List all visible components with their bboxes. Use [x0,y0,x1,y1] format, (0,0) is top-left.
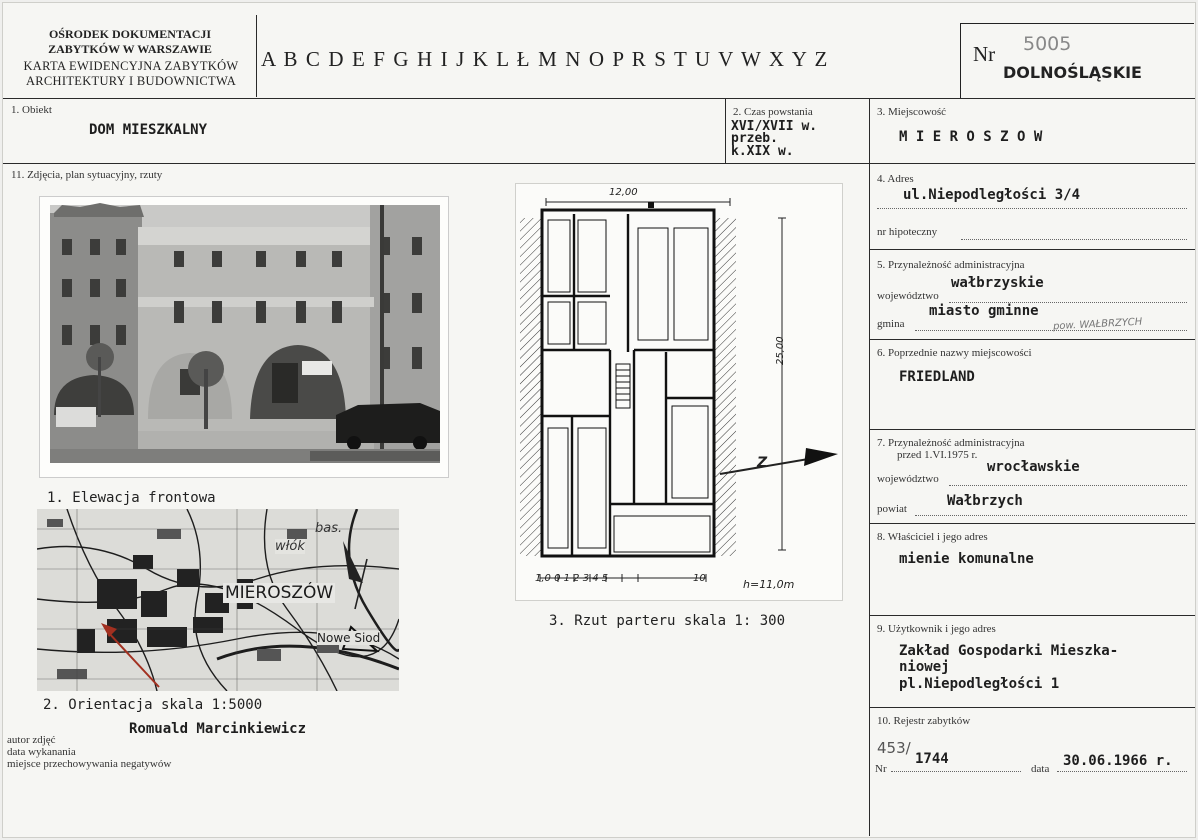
right-rule-after-9 [869,707,1195,708]
nr-handwritten: 5005 [1023,33,1072,55]
gmina-label: gmina [877,318,905,330]
zdjecia-label: 11. Zdjęcia, plan sytuacyjny, rzuty [11,169,163,181]
row1-divider-b [869,98,870,836]
woj-label: województwo [877,290,939,302]
plan-dim-width: 12,00 [609,187,638,198]
rejestr-data-value: 30.06.1966 r. [1063,753,1173,769]
plan-dim-length: 25,00 [775,336,786,365]
hipoteczny-label: nr hipoteczny [877,226,938,238]
right-rule-after-5 [869,339,1195,340]
header-bottom-rule [3,98,1195,99]
obiekt-value: DOM MIESZKALNY [89,122,208,138]
hipoteczny-dotline [961,239,1187,240]
gmina-handwritten-note: pow. WAŁBRZYCH [1052,316,1143,333]
uzytkownik-line-1: Zakład Gospodarki Mieszka- [899,643,1119,659]
building-photo-svg [40,197,448,477]
uzytkownik-line-2: niowej [899,659,950,675]
rejestr-label: 10. Rejestr zabytków [877,715,971,727]
nr-label: Nr [973,42,996,66]
orientation-map [37,509,399,691]
rejestr-nr-dotline [891,771,1021,772]
right-rule-after-7 [869,523,1195,524]
plan-height-note: h=11,0m [743,578,795,591]
rejestr-data-label: data [1031,763,1050,775]
uzytkownik-line-3: pl.Niepodległości 1 [899,676,1060,692]
map-label-bas: bas. [315,521,343,536]
czas-value-line-1: XVI/XVII w. [731,119,818,134]
rejestr-nr-handwritten: 453/ [877,739,911,757]
institution-name [15,27,245,57]
elevation-caption: 1. Elewacja frontowa [47,490,216,506]
obiekt-label: 1. Obiekt [11,104,52,116]
poprzednie-label: 6. Poprzednie nazwy miejscowości [877,347,1032,359]
wlasciciel-label: 8. Właściciel i jego adres [877,531,988,543]
header-divider-left [256,15,257,97]
row1-divider-a [725,98,726,163]
gmina-value: miasto gminne [929,303,1039,319]
przed1975-woj-value: wrocławskie [987,459,1080,475]
woj-value: wałbrzyskie [951,275,1044,291]
powiat-dotline [915,515,1187,516]
map-label-nowe: Nowe Siod [317,631,381,645]
plan-scale-ticks: 1,0 0 1 2 3 4 5 [535,573,609,584]
floorplan-caption: 3. Rzut parteru skala 1: 300 [549,613,786,629]
registry-card [2,2,1196,838]
author-label: autor zdjęć [7,734,56,746]
powiat-label: powiat [877,503,907,515]
powiat-value: Wałbrzych [947,493,1023,509]
miejscowosc-label: 3. Miejscowość [877,106,947,118]
right-rule-after-3 [869,163,1195,164]
rejestr-nr-value: 1744 [915,751,949,767]
date-label: data wykanania [7,746,76,758]
przynaleznosc-label: 5. Przynależność administracyjna [877,259,1025,271]
plan-scale-end: 10 [693,573,706,584]
adres-dotline [877,208,1187,209]
poprzednie-value: FRIEDLAND [899,369,975,385]
right-rule-after-4 [869,249,1195,250]
adres-label: 4. Adres [877,173,914,185]
front-elevation-photo [39,196,449,478]
floor-plan-svg [516,184,842,600]
map-label-wlok: włók [275,539,305,554]
card-type-line-2: ARCHITEKTURY I BUDOWNICTWA [25,74,237,88]
rejestr-data-dotline [1057,771,1187,772]
institution-line-2: ZABYTKÓW W WARSZAWIE [48,42,212,56]
adres-value: ul.Niepodległości 3/4 [903,187,1081,203]
map-town-label: MIEROSZÓW [225,583,334,603]
przed1975-label-2: przed 1.VI.1975 r. [897,449,978,461]
floor-plan [515,183,843,601]
card-type-line-1: KARTA EWIDENCYJNA ZABYTKÓW [23,59,239,73]
rejestr-nr-label: Nr [875,763,887,775]
storage-label: miejsce przechowywania negatywów [7,758,172,770]
alphabet-index: A B C D E F G H I J K L Ł M N O P R S T U V W X Y Z [261,47,829,71]
photo-author-name: Romuald Marcinkiewicz [129,721,307,737]
czas-value-line-3: k.XIX w. [731,144,794,159]
right-rule-after-6 [869,429,1195,430]
institution-line-1: OŚRODEK DOKUMENTACJI [48,27,212,41]
orientation-caption: 2. Orientacja skala 1:5000 [43,697,263,713]
plan-north-label: Z [757,455,768,471]
map-svg [37,509,399,691]
card-type [11,59,251,89]
uzytkownik-label: 9. Użytkownik i jego adres [877,623,996,635]
przed1975-label: 7. Przynależność administracyjna [877,437,1025,449]
row1-bottom-rule [3,163,869,164]
miejscowosc-value: M I E R O S Z O W [899,129,1043,145]
przed1975-woj-dotline [949,485,1187,486]
gmina-dotline [915,330,1187,331]
right-rule-after-8 [869,615,1195,616]
region-name: DOLNOŚLĄSKIE [1003,63,1142,82]
czas-value-line-2: przeb. [731,131,778,146]
wlasciciel-value: mienie komunalne [899,551,1034,567]
czas-label: 2. Czas powstania [733,106,813,118]
przed1975-woj-label: województwo [877,473,939,485]
